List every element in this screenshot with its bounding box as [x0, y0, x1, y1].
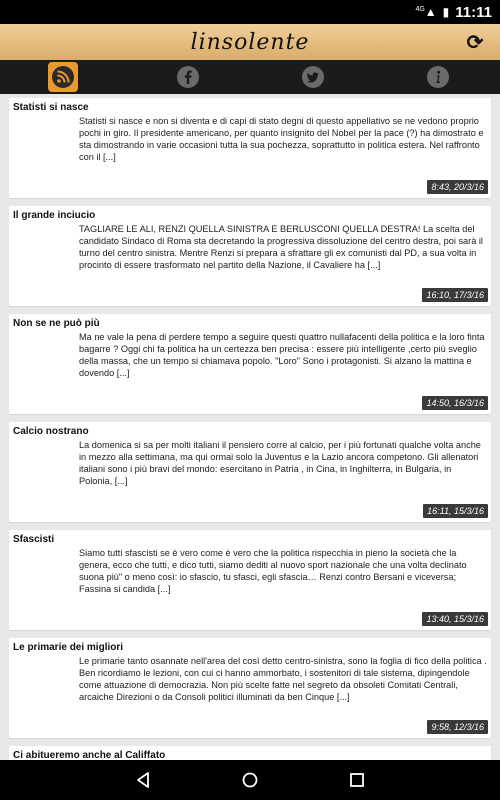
article-excerpt: Statisti si nasce e non si diventa e di capi di stato degni di questo appellativo se ne vedono proprio pochi in giro. Il presidente americano, per quanto insignito del Nobel per la pace (?) ha dimostrato e sta dimostrando in varie occasioni tutta la sua pochezza, soprattutto in politica estera. Nel raffronto con il [...] [79, 116, 484, 162]
article-title: Ci abitueremo anche al Califfato [13, 750, 166, 760]
article-card[interactable] [9, 206, 491, 306]
article-feed[interactable] [0, 94, 500, 760]
network-type: 4G [415, 6, 425, 13]
facebook-icon-box [173, 62, 203, 92]
info-icon-box [423, 62, 453, 92]
home-button[interactable] [235, 765, 265, 795]
recents-button[interactable] [342, 765, 372, 795]
twitter-icon [301, 65, 325, 89]
article-excerpt: La domenica si sa per molti italiani il pensiero corre al calcio, per i più fortunati qualche volta anche in mezzo alla settimana, ma qui ormai solo la Juventus e la Lazio ancora competono. Gli allenatori italiani sono i più bravi del mondo: esercitano in Patria , in Cina, in Inghilterra, in Bulgaria, in Polonia, [...] [79, 440, 481, 486]
article-card[interactable] [9, 422, 491, 522]
network-icon: $^{4G}$▲ [415, 5, 437, 19]
article-title: Il grande inciucio [13, 210, 96, 221]
recents-icon [348, 771, 366, 789]
article-date: 16:10, 17/3/16 [422, 288, 488, 302]
article-card[interactable] [9, 638, 491, 738]
article-excerpt: TAGLIARE LE ALI, RENZI QUELLA SINISTRA E BERLUSCONI QUELLA DESTRA! La scelta del candidato Sindaco di Roma sta decretando la progressiva dissoluzione del centro destra, poi sarà il turno del centro sinistra. Mentre Renzi si prepara a sfrattare gli ex comunisti dal PD, a sua volta in procinto di essere trasformato nel partito della Nazione, il Cavaliere ha [...] [79, 224, 483, 270]
info-icon [426, 65, 450, 89]
article-title: Statisti si nasce [13, 102, 89, 113]
status-bar [0, 0, 500, 24]
article-excerpt: Siamo tutti sfascisti se è vero come è vero che la politica rispecchia in pieno la società che la genera, ecco che tutti, e dico tutti, siamo dediti al nuovo sport nazionale che una volta declinato suona più" o meno così: io sfascio, tu sfasci, egli sfascia… Renzi contro Bersani e viceversa; Fassina si candida [...] [79, 548, 467, 594]
home-icon [241, 771, 259, 789]
tab-info[interactable] [375, 60, 500, 94]
back-icon [134, 771, 152, 789]
article-title: Sfascisti [13, 534, 55, 545]
article-excerpt: Le primarie tanto osannate nell'area del così detto centro-sinistra, sono la foglia di fico della politica . Ben ricordiamo le lezioni, con cui ci hanno ammorbato, i sostenitori di tale sistema, dipingendole come attuazione di democrazia. Non più scelte fatte nel segreto da obsoleti Comitati Centrali, arcaiche Direzioni o da Consoli politici illuminati da ben Cinque [...] [79, 656, 487, 702]
article-date: 16:11, 15/3/16 [423, 504, 488, 518]
system-nav-bar [0, 760, 500, 800]
article-title: Calcio nostrano [13, 426, 89, 437]
tab-facebook[interactable] [125, 60, 250, 94]
article-date: 9:58, 12/3/16 [427, 720, 488, 734]
battery-icon: ▮ [442, 5, 450, 19]
twitter-icon-box [298, 62, 328, 92]
article-card[interactable] [9, 314, 491, 414]
tab-bar [0, 60, 500, 94]
tab-twitter[interactable] [250, 60, 375, 94]
back-button[interactable] [128, 765, 158, 795]
app-header [0, 24, 500, 60]
rss-icon [51, 65, 75, 89]
article-card[interactable] [9, 98, 491, 198]
rss-icon-box [48, 62, 78, 92]
article-card[interactable] [9, 530, 491, 630]
tab-rss[interactable] [0, 60, 125, 94]
clock: 11:11 [455, 3, 492, 21]
article-date: 13:40, 15/3/16 [422, 612, 488, 626]
article-date: 8:43, 20/3/16 [427, 180, 488, 194]
article-title: Non se ne può più [13, 318, 100, 329]
article-date: 14:50, 16/3/16 [422, 396, 488, 410]
article-card[interactable] [9, 746, 491, 760]
article-title: Le primarie dei migliori [13, 642, 124, 653]
refresh-icon[interactable]: ⟳ [466, 31, 484, 54]
app-title: linsolente [190, 29, 310, 55]
facebook-icon [176, 65, 200, 89]
article-excerpt: Ma ne vale la pena di perdere tempo a seguire questi quattro nullafacenti della politica e la loro finta bagarre ? Oggi chi fa politica ha un certezza ben precisa : essere più intelligente ,certo più sveglio della massa, che un tempo si chiamava popolo. "Loro" Sono i protagonisti. Si alzano la mattina e dovendo [...] [79, 332, 485, 378]
